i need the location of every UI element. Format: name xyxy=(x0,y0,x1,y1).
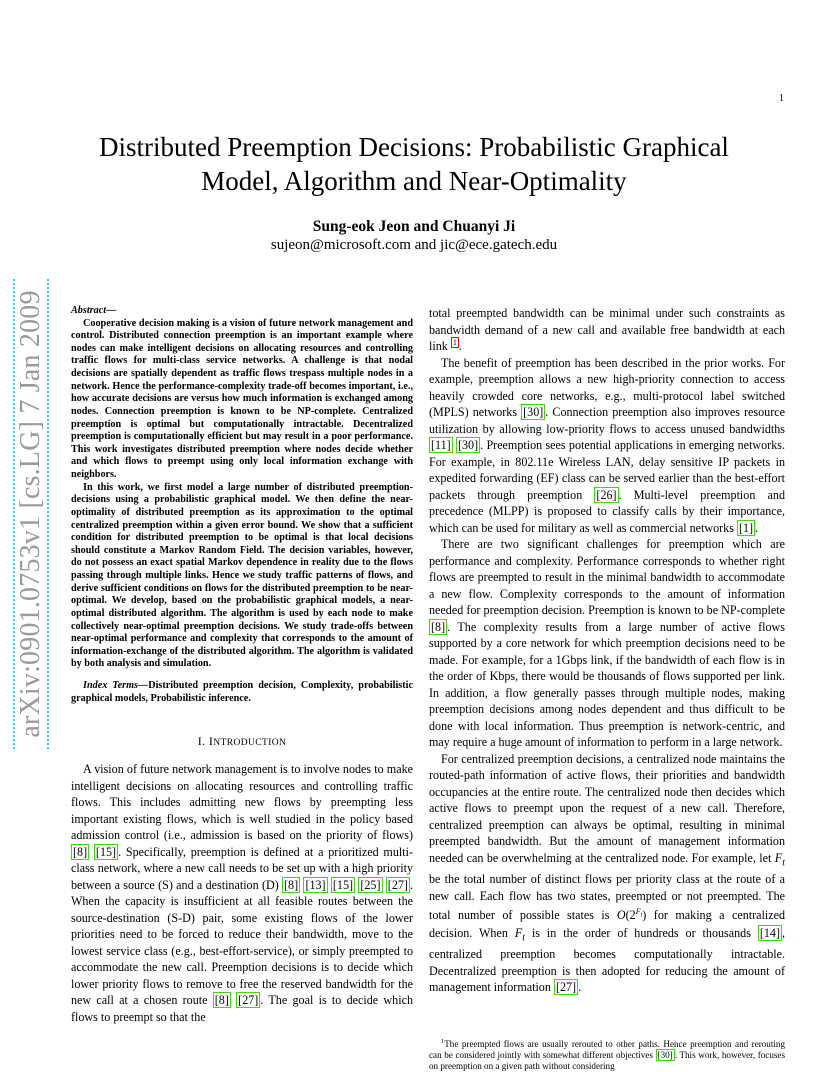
abstract-paragraph-2: In this work, we first model a large number of distributed preemption-decisions using a probabilistic graphical model. We then define the near-optimality of distributed preemption as its approximation to the optimal centralized preemption within a given error bound. We show that a sufficient condition for distributed preemption to be optimal is that local decisions should constitute a Markov Random Field. The decision variables, however, do not possess an exact spatial Markov dependence in reality due to the flows passing through multiple links. Hence we study traffic patterns of flows, and derive sufficient conditions on flows for the distributed preemption to be near-optimal. We develop, based on the probabilistic graphical models, a near-optimal distributed algorithm. The algorithm is used by each node to make collectively near-optimal preemption decisions. We study trade-offs between near-optimal performance and complexity that corresponds to the amount of information-exchange of the distributed algorithm. The algorithm is validated by both analysis and simulation. xyxy=(71,481,413,670)
authors: Sung-eok Jeon and Chuanyi Ji xyxy=(312,218,516,235)
section-title-first-letter: I xyxy=(208,734,214,749)
right-paragraph-3 xyxy=(429,751,785,996)
section-number: I. xyxy=(197,734,206,749)
citation-link[interactable]: [11] xyxy=(431,438,451,452)
text-run: A vision of future network management is to involve nodes to make intelligent decisions on allocating resources and controlling traffic flows. This includes admitting new flows by preempting less important existing flows, which is well studied in the policy based admission control (i.e., admission is based on the priority of flows) xyxy=(71,762,413,843)
abstract-heading: Abstract— xyxy=(71,305,117,316)
text-run: The benefit of preemption has been described in the prior works. For example, preemption allows a new high-priority connection to access heavily crowded core networks, e.g., multi-protocol label switched (MPLS) networks xyxy=(429,355,785,419)
intro-paragraph-1 xyxy=(71,761,413,1025)
citation-link[interactable]: [8] xyxy=(73,844,88,859)
citation-link[interactable]: [30] xyxy=(657,1050,673,1061)
index-terms xyxy=(71,680,413,705)
right-paragraph-2 xyxy=(429,536,785,751)
text-run: for making a centralized decision. When xyxy=(429,908,785,940)
right-column xyxy=(429,305,785,996)
text-run: . Preemption sees potential applications in emerging networks. For example, in 802.11e Wireless LAN, delay sensitive IP packets in expedited forwarding (EF) class can be served earlier than the best-effort packets through preemption xyxy=(429,438,785,502)
math-var: F xyxy=(774,850,783,865)
math-symbol xyxy=(774,850,785,868)
index-terms-heading: Index Terms— xyxy=(83,680,149,692)
text-run: For centralized preemption decisions, a centralized node maintains the routed-path information of active flows, their priorities and bandwidth occupancies at the entire route. The centralized node then decides which active flows to preempt upon the request of a new call. Therefore, centralized preemption can always be optimal, resulting in minimal preempted bandwidth. But the amount of management information needed can be overwhelming at the centralized node. For example, let xyxy=(429,751,785,865)
citation-link[interactable]: [14] xyxy=(759,925,780,940)
math-subscript: t xyxy=(640,913,643,919)
math-subscript: t xyxy=(522,931,526,943)
citation-link[interactable]: [15] xyxy=(332,877,354,892)
citation-link[interactable]: [8] xyxy=(284,877,299,892)
math-subscript: t xyxy=(782,856,785,868)
citation-link[interactable]: [27] xyxy=(555,980,577,995)
math-expression xyxy=(617,908,646,922)
footnote xyxy=(429,1036,785,1072)
math-var: O xyxy=(616,908,626,923)
section-heading-introduction xyxy=(71,734,413,750)
citation-link[interactable]: [30] xyxy=(523,405,544,419)
math-token: ) xyxy=(642,908,647,923)
text-run: total preempted bandwidth can be minimal under such constraints as bandwidth demand of a new call and available free bandwidth at each link xyxy=(429,306,785,353)
citation-link[interactable]: [27] xyxy=(387,877,408,892)
math-var: F xyxy=(514,925,523,940)
citation-link[interactable]: [30] xyxy=(457,438,479,452)
text-run: . xyxy=(578,980,582,995)
text-run: is in the order of hundreds or thousands xyxy=(525,925,758,940)
math-var: F xyxy=(635,907,641,917)
citation-link[interactable]: [26] xyxy=(596,487,617,502)
text-run: . Multi-level preemption and precedence (MLPP) is proposed to classify calls by their importance, which can be used for military as well as commercial networks xyxy=(429,487,785,535)
footnote-link[interactable]: 1 xyxy=(452,337,457,347)
author-emails: sujeon@microsoft.com and jic@ece.gatech.edu xyxy=(270,237,558,253)
citation-link[interactable]: [27] xyxy=(238,993,259,1008)
left-column xyxy=(71,305,413,1025)
index-terms-text: Distributed preemption decision, Complexity, probabilistic graphical models, Probabilistic inference. xyxy=(71,680,413,704)
text-run: be the total number of distinct flows per priority class at the route of a new call. Each flow has two states, preempted or not preempted. The total number of possible states is xyxy=(429,872,785,923)
math-symbol xyxy=(514,925,526,943)
citation-link[interactable]: [1] xyxy=(738,520,754,535)
footnote-mark: 1 xyxy=(441,1038,445,1045)
text-run: . The complexity results from a large number of active flows supported by a core network for which preemption decisions need to be made. For example, for a 1Gbps link, if the bandwidth of each flow is in the order of Kbps, there would be thousands of flows supported per link. In addition, a flow generally passes through multiple nodes, making preemption decisions among nodes dependent and thus difficult to be done with local information. Thus preemption is network-centric, and may require a huge amount of information to perform in a large network. xyxy=(429,619,785,749)
text-run: There are two significant challenges for preemption which are performance and complexity. Performance corresponds to whether right flows are preempted to result in the minimal bandwidth to accommodate a new flow. Complexity corresponds to the amount of information needed for preemption decision. Preemption is known to be NP-complete xyxy=(429,537,785,617)
text-run: . Connection preemption also improves resource utilization by allowing low-priority flows to access unused bandwidths xyxy=(429,405,785,436)
right-paragraph-1 xyxy=(429,355,785,537)
text-run: The preempted flows are usually rerouted to other paths. Hence preemption and rerouting can be considered jointly with somewhat different objectives xyxy=(429,1039,785,1061)
text-run: . The goal is to decide which flows to preempt so that the xyxy=(71,993,413,1024)
section-title-rest: NTRODUCTION xyxy=(213,738,287,749)
text-run: . xyxy=(458,339,462,353)
citation-link[interactable]: [8] xyxy=(431,619,446,634)
page-number: 1 xyxy=(779,93,784,104)
math-token: (2 xyxy=(625,908,636,923)
citation-link[interactable]: [15] xyxy=(95,844,117,859)
citation-link[interactable]: [13] xyxy=(305,877,326,892)
text-run: . xyxy=(755,520,759,535)
text-run: . When the capacity is insufficient at all feasible routes between the source-destination (S-D) pair, some existing flows of the lower priorities need to be forced to reduce their bandwidth, move to the lowest service class (e.g., best-effort-service), or simply preempted to accommodate the new call. Preemption decisions is to decide which lower priority flows to remove to free the reserved bandwidth for the new call at a chosen route xyxy=(71,877,413,1008)
paper-title: Distributed Preemption Decisions: Probabilistic Graphical Model, Algorithm and Near-Optimality xyxy=(99,132,729,196)
abstract-paragraph-1: Cooperative decision making is a vision of future network management and control. Distributed connection preemption is an important example where nodes can make intelligent decisions on allocating resources and controlling traffic flows for multi-class service networks. A challenge is that nodal decisions are spatially dependent as traffic flows trespass multiple nodes in a network. Hence the performance-complexity trade-off becomes important, i.e., how accurate decisions are versus how much information is exchanged among nodes. Connection preemption is known to be NP-complete. Centralized preemption is optimal but computationally intractable. Decentralized preemption is computationally efficient but may result in a poor performance. This work investigates distributed preemption where nodes decide whether and which flows to preempt using only local information exchange with neighbors. xyxy=(71,317,413,481)
text-run: , centralized preemption becomes computationally intractable. Decentralized preemption is then adopted for reducing the amount of management information xyxy=(429,925,786,995)
text-run: . This work, however, focuses on preemption on a given path without considering xyxy=(429,1050,786,1072)
citation-link[interactable]: [8] xyxy=(214,993,229,1008)
right-paragraph-0 xyxy=(429,305,785,355)
citation-link[interactable]: [25] xyxy=(360,877,381,892)
text-run: . Specifically, preemption is defined at a prioritized multi-class network, where a new call needs to be set up with a high priority between a source (S) and a destination (D) xyxy=(71,844,413,892)
arxiv-id-stamp[interactable]: arXiv:0901.0753v1 [cs.LG] 7 Jan 2009 xyxy=(15,290,46,738)
